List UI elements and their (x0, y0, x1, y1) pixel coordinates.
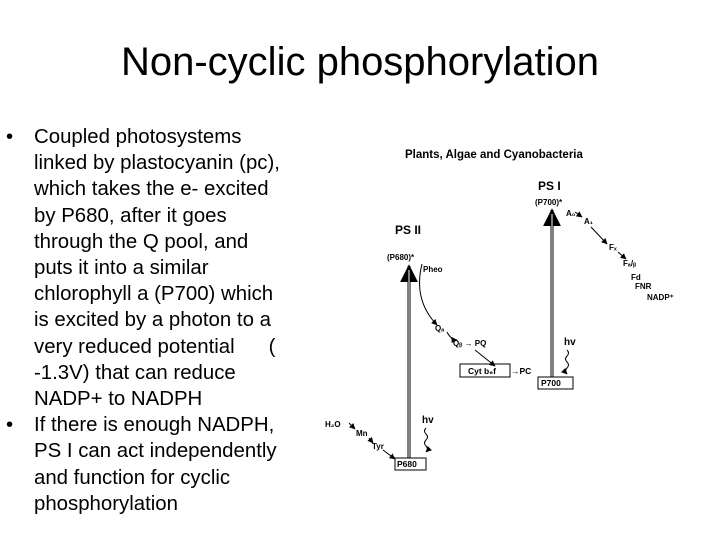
bullet-line: NADP+ to NADPH (34, 388, 203, 411)
a0-label: A₀ (566, 209, 576, 218)
p680-label: P680 (397, 459, 417, 469)
hv-ps1-label: hv (564, 337, 576, 348)
photon-ps1-wave (566, 350, 569, 374)
qa-label: Qₐ (435, 324, 445, 333)
p680-excited-label: (P680)* (387, 253, 415, 262)
fx-to-fab-arrow (618, 252, 626, 259)
ps1-label: PS I (538, 179, 561, 193)
p700-excited-label: (P700)* (535, 198, 563, 207)
fd-label: Fd (631, 273, 641, 282)
p700-label: P700 (541, 378, 561, 388)
bullet-line: and function for cyclic (34, 466, 231, 489)
bullet-line: If there is enough NADPH, (34, 414, 275, 437)
pc-label: →PC (511, 366, 532, 376)
bullet-list (6, 124, 336, 517)
photon-ps2-wave (425, 428, 428, 452)
tyr-label: Tyr (372, 442, 384, 451)
bullet-item (6, 124, 336, 412)
qb-pq-label: Qᵦ → PQ (453, 339, 487, 348)
a0-to-a1-arrow (575, 212, 582, 217)
tyr-to-p680-arrow (383, 450, 395, 459)
bullet-line: which takes the e- excited (34, 178, 269, 201)
page-title: Non-cyclic phosphorylation (120, 40, 599, 84)
bullet-line: Coupled photosystems (34, 126, 242, 148)
bullet-line: very reduced potential ( (34, 335, 276, 358)
a1-to-fx-arrow (591, 227, 607, 244)
cyt-label: Cyt b₆f (468, 366, 496, 376)
bullet-marker: • (6, 414, 14, 437)
bullet-line: by P680, after it goes (34, 204, 227, 227)
bullet-line: is excited by a photon to a (34, 309, 271, 332)
bullet-line: through the Q pool, and (34, 230, 249, 253)
fnr-label: FNR (635, 282, 652, 291)
bullet-line: puts it into a similar (34, 257, 209, 280)
a1-label: A₁ (584, 217, 594, 226)
bullet-line: -1.3V) that can reduce (34, 361, 236, 384)
hv-ps2-label: hv (422, 415, 434, 426)
fab-label: Fₐ/ᵦ (623, 259, 637, 268)
h2o-to-mn-arrow (349, 423, 355, 429)
bullet-marker: • (6, 126, 14, 148)
mn-label: Mn (356, 429, 368, 438)
bullet-line: linked by plastocyanin (pc), (34, 152, 280, 175)
bullet-line: chlorophyll a (P700) which (34, 283, 274, 306)
nadp-label: NADP⁺ (647, 293, 674, 302)
z-scheme-diagram (325, 140, 710, 480)
ps2-label: PS II (395, 223, 422, 237)
h2o-label: H₂O (325, 420, 341, 429)
bullet-line: phosphorylation (34, 492, 178, 515)
bullet-item (6, 412, 336, 517)
diagram-heading: Plants, Algae and Cyanobacteria (405, 149, 583, 161)
fx-label: Fₓ (609, 243, 617, 252)
pheo-label: Pheo (423, 265, 443, 274)
bullet-line: PS I can act independently (34, 440, 277, 463)
